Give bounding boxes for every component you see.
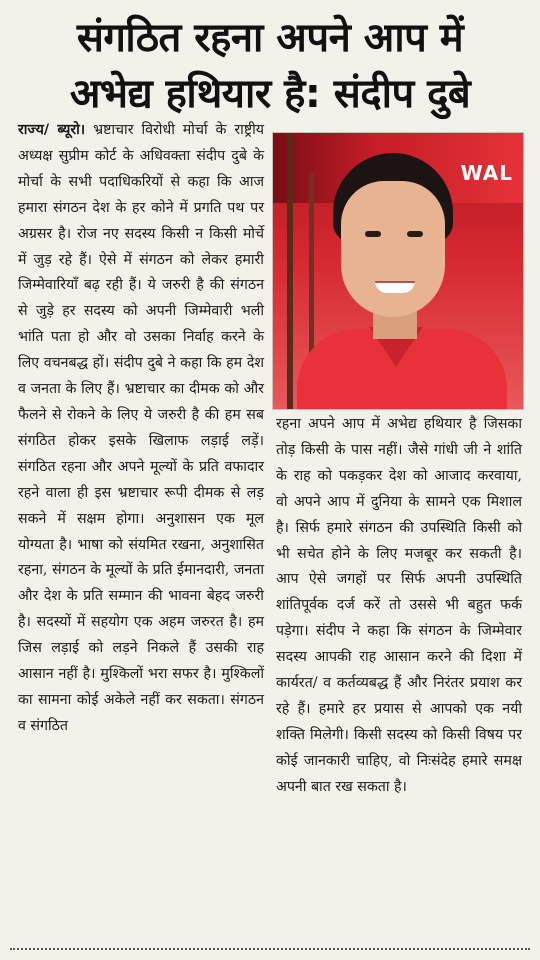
right-eye [407,231,423,237]
headline [14,10,526,122]
smile [375,281,415,293]
article-right-column [276,412,522,801]
headline-line-2: अभेद्य हथियार है: संदीप दुबे [69,71,471,117]
article-left-column [18,118,264,740]
headline-line-1: संगठित रहना अपने आप में [76,15,464,61]
banner-text: WAL [460,161,513,185]
face [341,181,445,317]
right-column-text: रहना अपने आप में अभेद्य हथियार है जिसका तोड़ किसी के पास नहीं। जैसे गांधी जी ने शांति के राह को पकड़कर देश को आजाद करवाया, वो अपने आप में दुनिया के सामने एक मिशाल है। सिर्फ हमारे संगठन की उपस्थिति किसी को भी सचेत होने के लिए मजबूर कर सकती है। आप ऐसे जगहों पर सिर्फ अपनी उपस्थिति शांतिपूर्वक दर्ज करें तो उससे भी बहुत फर्क पड़ेगा। संदीप ने कहा कि संगठन के जिम्मेवार सदस्य आपकी राह आसान करने की दिशा में कार्यरत/ व कर्तव्यबद्ध हैं और निरंतर प्रयाश कर रहे हैं। हमारे हर प्रयास से आपको एक नयी शक्ति मिलेगी। किसी सदस्य को किसी विषय पर कोई जानकारी चाहिए, वो निःसंदेह हमारे समक्ष अपनी बात रख सकता है। [276,416,522,795]
left-column-text: भ्रष्टाचार विरोधी मोर्चा के राष्ट्रीय अध्यक्ष सुप्रीम कोर्ट के अधिवक्ता संदीप दुबे के मोर्चा के सभी पदाधिकरियों से कहा कि आज हमारा संगठन देश के हर कोने में प्रगति पथ पर अग्रसर है। रोज नए सदस्य किसी न किसी मोर्चे में जुड़ रहे हैं। ऐसे में संगठन को लेकर हमारी जिम्मेवारियाँ बढ़ रही हैं। ये जरुरी है की संगठन से जुड़े हर सदस्य को अपनी जिम्मेवारी भली भांति पता हो और वो उसका निर्वाह करने के लिए वचनबद्ध हों। संदीप दुबे ने कहा कि हम देश व जनता के लिए हैं। भ्रष्टाचार का दीमक को और फैलने से रोकने के लिए ये जरुरी है की हम सब संगठित होकर इसके खिलाफ लड़ाई लड़ें। संगठित रहना और अपने मूल्यों के प्रति वफादार रहने वाला ही इस भ्रष्टाचार रूपी दीमक से लड़ सकने में सक्षम होगा। अनुशासन एक मूल योग्यता है। भाषा को संयमित रखना, अनुशासित रहना, संगठन के मूल्यों के प्रति ईमानदारी, जनता और देश के प्रति सम्मान की भावना बेहद जरुरी है। सदस्यों में सहयोग एक अहम जरुरत है। हम जिस लड़ाई को लड़ने निकले हैं उसकी राह आसान नहीं है। मुश्किलों भरा सफर है। मुश्किलों का सामना कोई अकेले नहीं कर सकता। संगठन व संगठित [18,122,265,734]
left-eye [365,231,381,237]
byline: राज्य/ ब्यूरो। [18,122,86,138]
portrait-photo [272,132,524,410]
dotted-divider [10,948,530,950]
flag-pole [287,133,293,409]
